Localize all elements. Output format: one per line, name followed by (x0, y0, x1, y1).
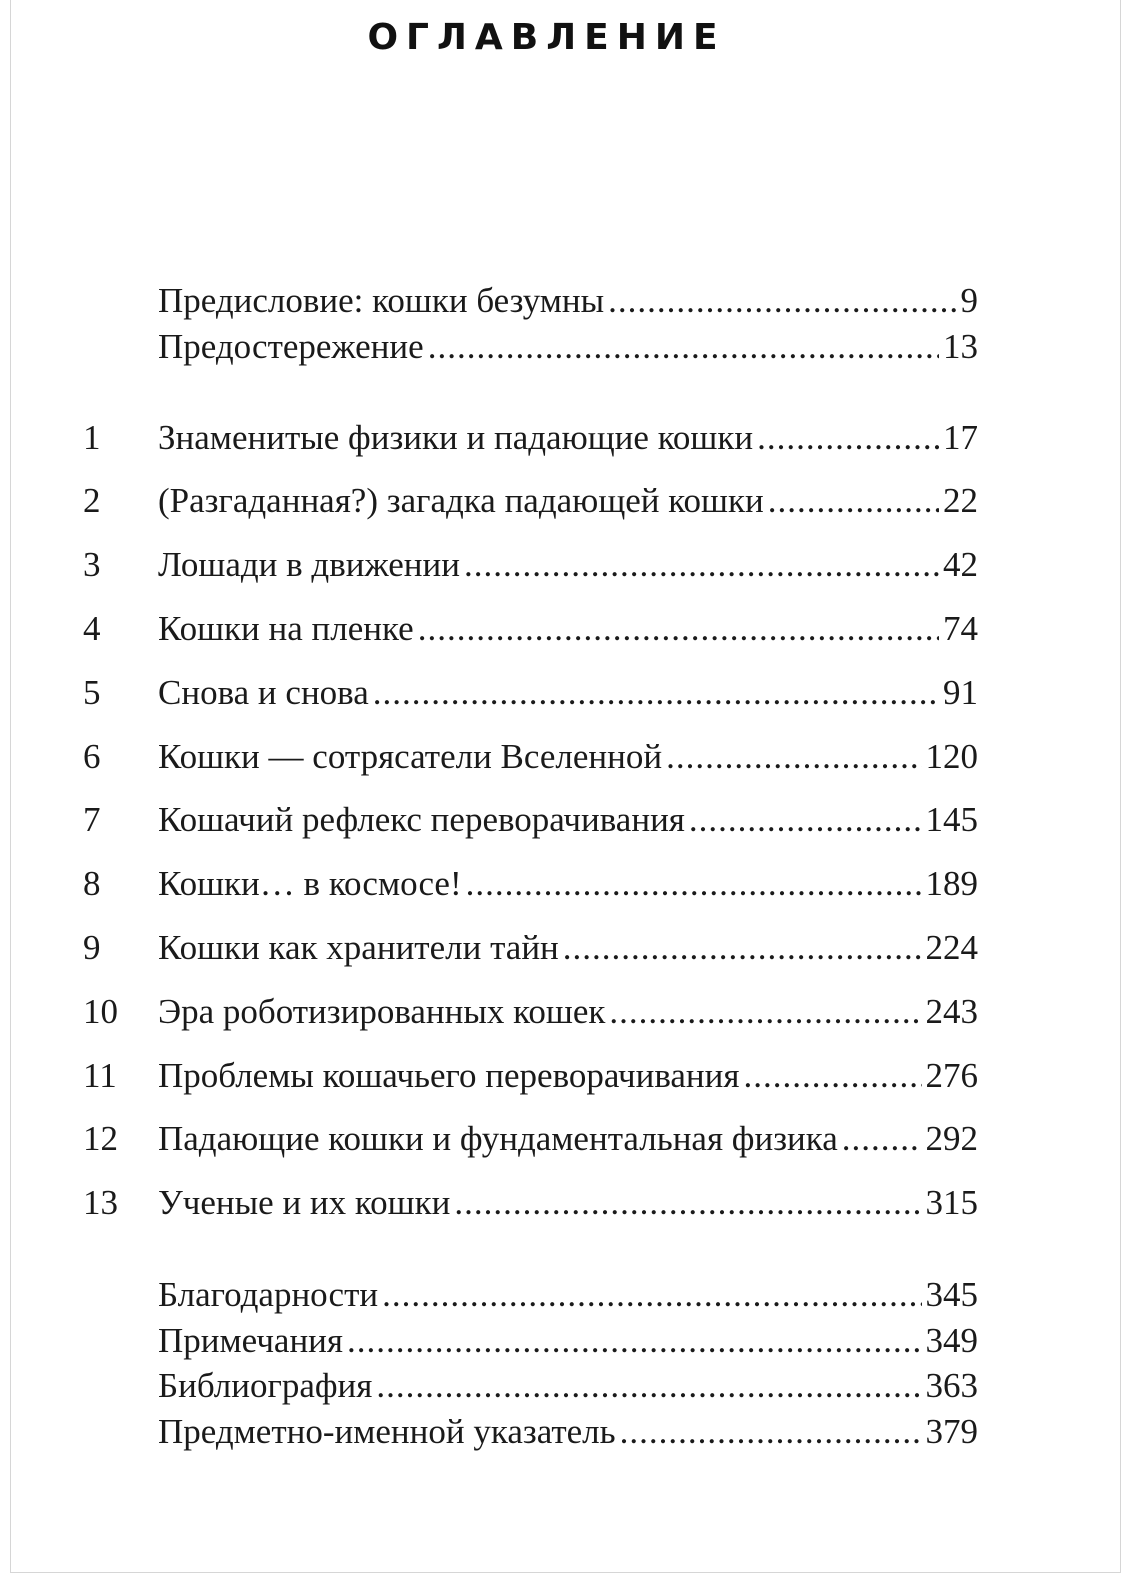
entry-page-number: 145 (925, 800, 978, 839)
entry-title: Благодарности (158, 1275, 379, 1314)
entry-title: Ученые и их кошки (158, 1183, 451, 1222)
toc-entry-chapter (11, 862, 1122, 906)
dot-leader (757, 416, 939, 460)
toc-entry-chapter (11, 1117, 1122, 1161)
entry-title: Кошачий рефлекс переворачивания (158, 800, 685, 839)
toc-entry-chapter (11, 607, 1122, 651)
chapter-number: 4 (83, 609, 101, 648)
chapter-number: 6 (83, 737, 101, 776)
chapter-number: 13 (83, 1183, 118, 1222)
entry-page-number: 74 (943, 609, 978, 648)
toc-entry-chapter (11, 798, 1122, 842)
entry-title: Лошади в движении (158, 545, 460, 584)
entry-title: Предостережение (158, 327, 424, 366)
dot-leader (620, 1410, 922, 1454)
entry-title: Предметно-именной указатель (158, 1412, 616, 1451)
toc-entry-chapter (11, 735, 1122, 779)
dot-leader (464, 543, 939, 587)
entry-page-number: 276 (925, 1056, 978, 1095)
chapter-number: 7 (83, 800, 101, 839)
toc-heading: ОГЛАВЛЕНИЕ (367, 17, 726, 58)
entry-title: Проблемы кошачьего переворачивания (158, 1056, 740, 1095)
entry-page-number: 42 (943, 545, 978, 584)
toc-entry-chapter (11, 671, 1122, 715)
entry-title: Снова и снова (158, 673, 369, 712)
chapter-number: 1 (83, 418, 101, 457)
chapter-number: 10 (83, 992, 118, 1031)
toc-entry-chapter (11, 1054, 1122, 1098)
dot-leader (418, 607, 939, 651)
entry-title: Кошки… в космосе! (158, 864, 462, 903)
entry-title: Библиография (158, 1366, 373, 1405)
entry-title: Падающие кошки и фундаментальная физика (158, 1119, 838, 1158)
dot-leader (608, 279, 956, 323)
toc-entry-back-matter (11, 1364, 1122, 1408)
toc-entry-chapter (11, 479, 1122, 523)
entry-page-number: 13 (943, 327, 978, 366)
chapter-number: 5 (83, 673, 101, 712)
toc-entry-chapter (11, 990, 1122, 1034)
toc-entry-back-matter (11, 1273, 1122, 1317)
toc-entry-back-matter (11, 1410, 1122, 1454)
chapter-number: 11 (83, 1056, 117, 1095)
dot-leader (454, 1181, 921, 1225)
toc-entry-back-matter (11, 1319, 1122, 1363)
entry-page-number: 91 (943, 673, 978, 712)
entry-page-number: 224 (925, 928, 978, 967)
toc-entry-chapter (11, 543, 1122, 587)
entry-title: Знаменитые физики и падающие кошки (158, 418, 754, 457)
toc-entry-chapter (11, 416, 1122, 460)
entry-page-number: 379 (925, 1412, 978, 1451)
entry-page-number: 292 (925, 1119, 978, 1158)
entry-title: Примечания (158, 1321, 344, 1360)
dot-leader (563, 926, 922, 970)
dot-leader (466, 862, 922, 906)
dot-leader (609, 990, 921, 1034)
dot-leader (768, 479, 939, 523)
book-page (10, 0, 1121, 1573)
chapter-number: 2 (83, 481, 101, 520)
entry-page-number: 120 (925, 737, 978, 776)
entry-page-number: 17 (943, 418, 978, 457)
chapter-number: 3 (83, 545, 101, 584)
entry-page-number: 9 (960, 281, 978, 320)
chapter-number: 8 (83, 864, 101, 903)
entry-title: Кошки как хранители тайн (158, 928, 559, 967)
toc-entry-chapter (11, 1181, 1122, 1225)
entry-title: (Разгаданная?) загадка падающей кошки (158, 481, 764, 520)
entry-page-number: 345 (925, 1275, 978, 1314)
dot-leader (743, 1054, 921, 1098)
entry-page-number: 22 (943, 481, 978, 520)
entry-page-number: 315 (925, 1183, 978, 1222)
entry-title: Предисловие: кошки безумны (158, 281, 605, 320)
entry-page-number: 243 (925, 992, 978, 1031)
entry-page-number: 189 (925, 864, 978, 903)
dot-leader (382, 1273, 921, 1317)
toc-entry-front-matter (11, 325, 1122, 369)
entry-page-number: 349 (925, 1321, 978, 1360)
dot-leader (842, 1117, 922, 1161)
chapter-number: 9 (83, 928, 101, 967)
dot-leader (373, 671, 939, 715)
toc-entry-chapter (11, 926, 1122, 970)
entry-title: Эра роботизированных кошек (158, 992, 606, 1031)
entry-page-number: 363 (925, 1366, 978, 1405)
entry-title: Кошки — сотрясатели Вселенной (158, 737, 663, 776)
toc-entry-front-matter (11, 279, 1122, 323)
chapter-number: 12 (83, 1119, 118, 1158)
dot-leader (689, 798, 922, 842)
dot-leader (666, 735, 921, 779)
dot-leader (428, 325, 939, 369)
entry-title: Кошки на пленке (158, 609, 414, 648)
dot-leader (347, 1319, 921, 1363)
dot-leader (376, 1364, 921, 1408)
